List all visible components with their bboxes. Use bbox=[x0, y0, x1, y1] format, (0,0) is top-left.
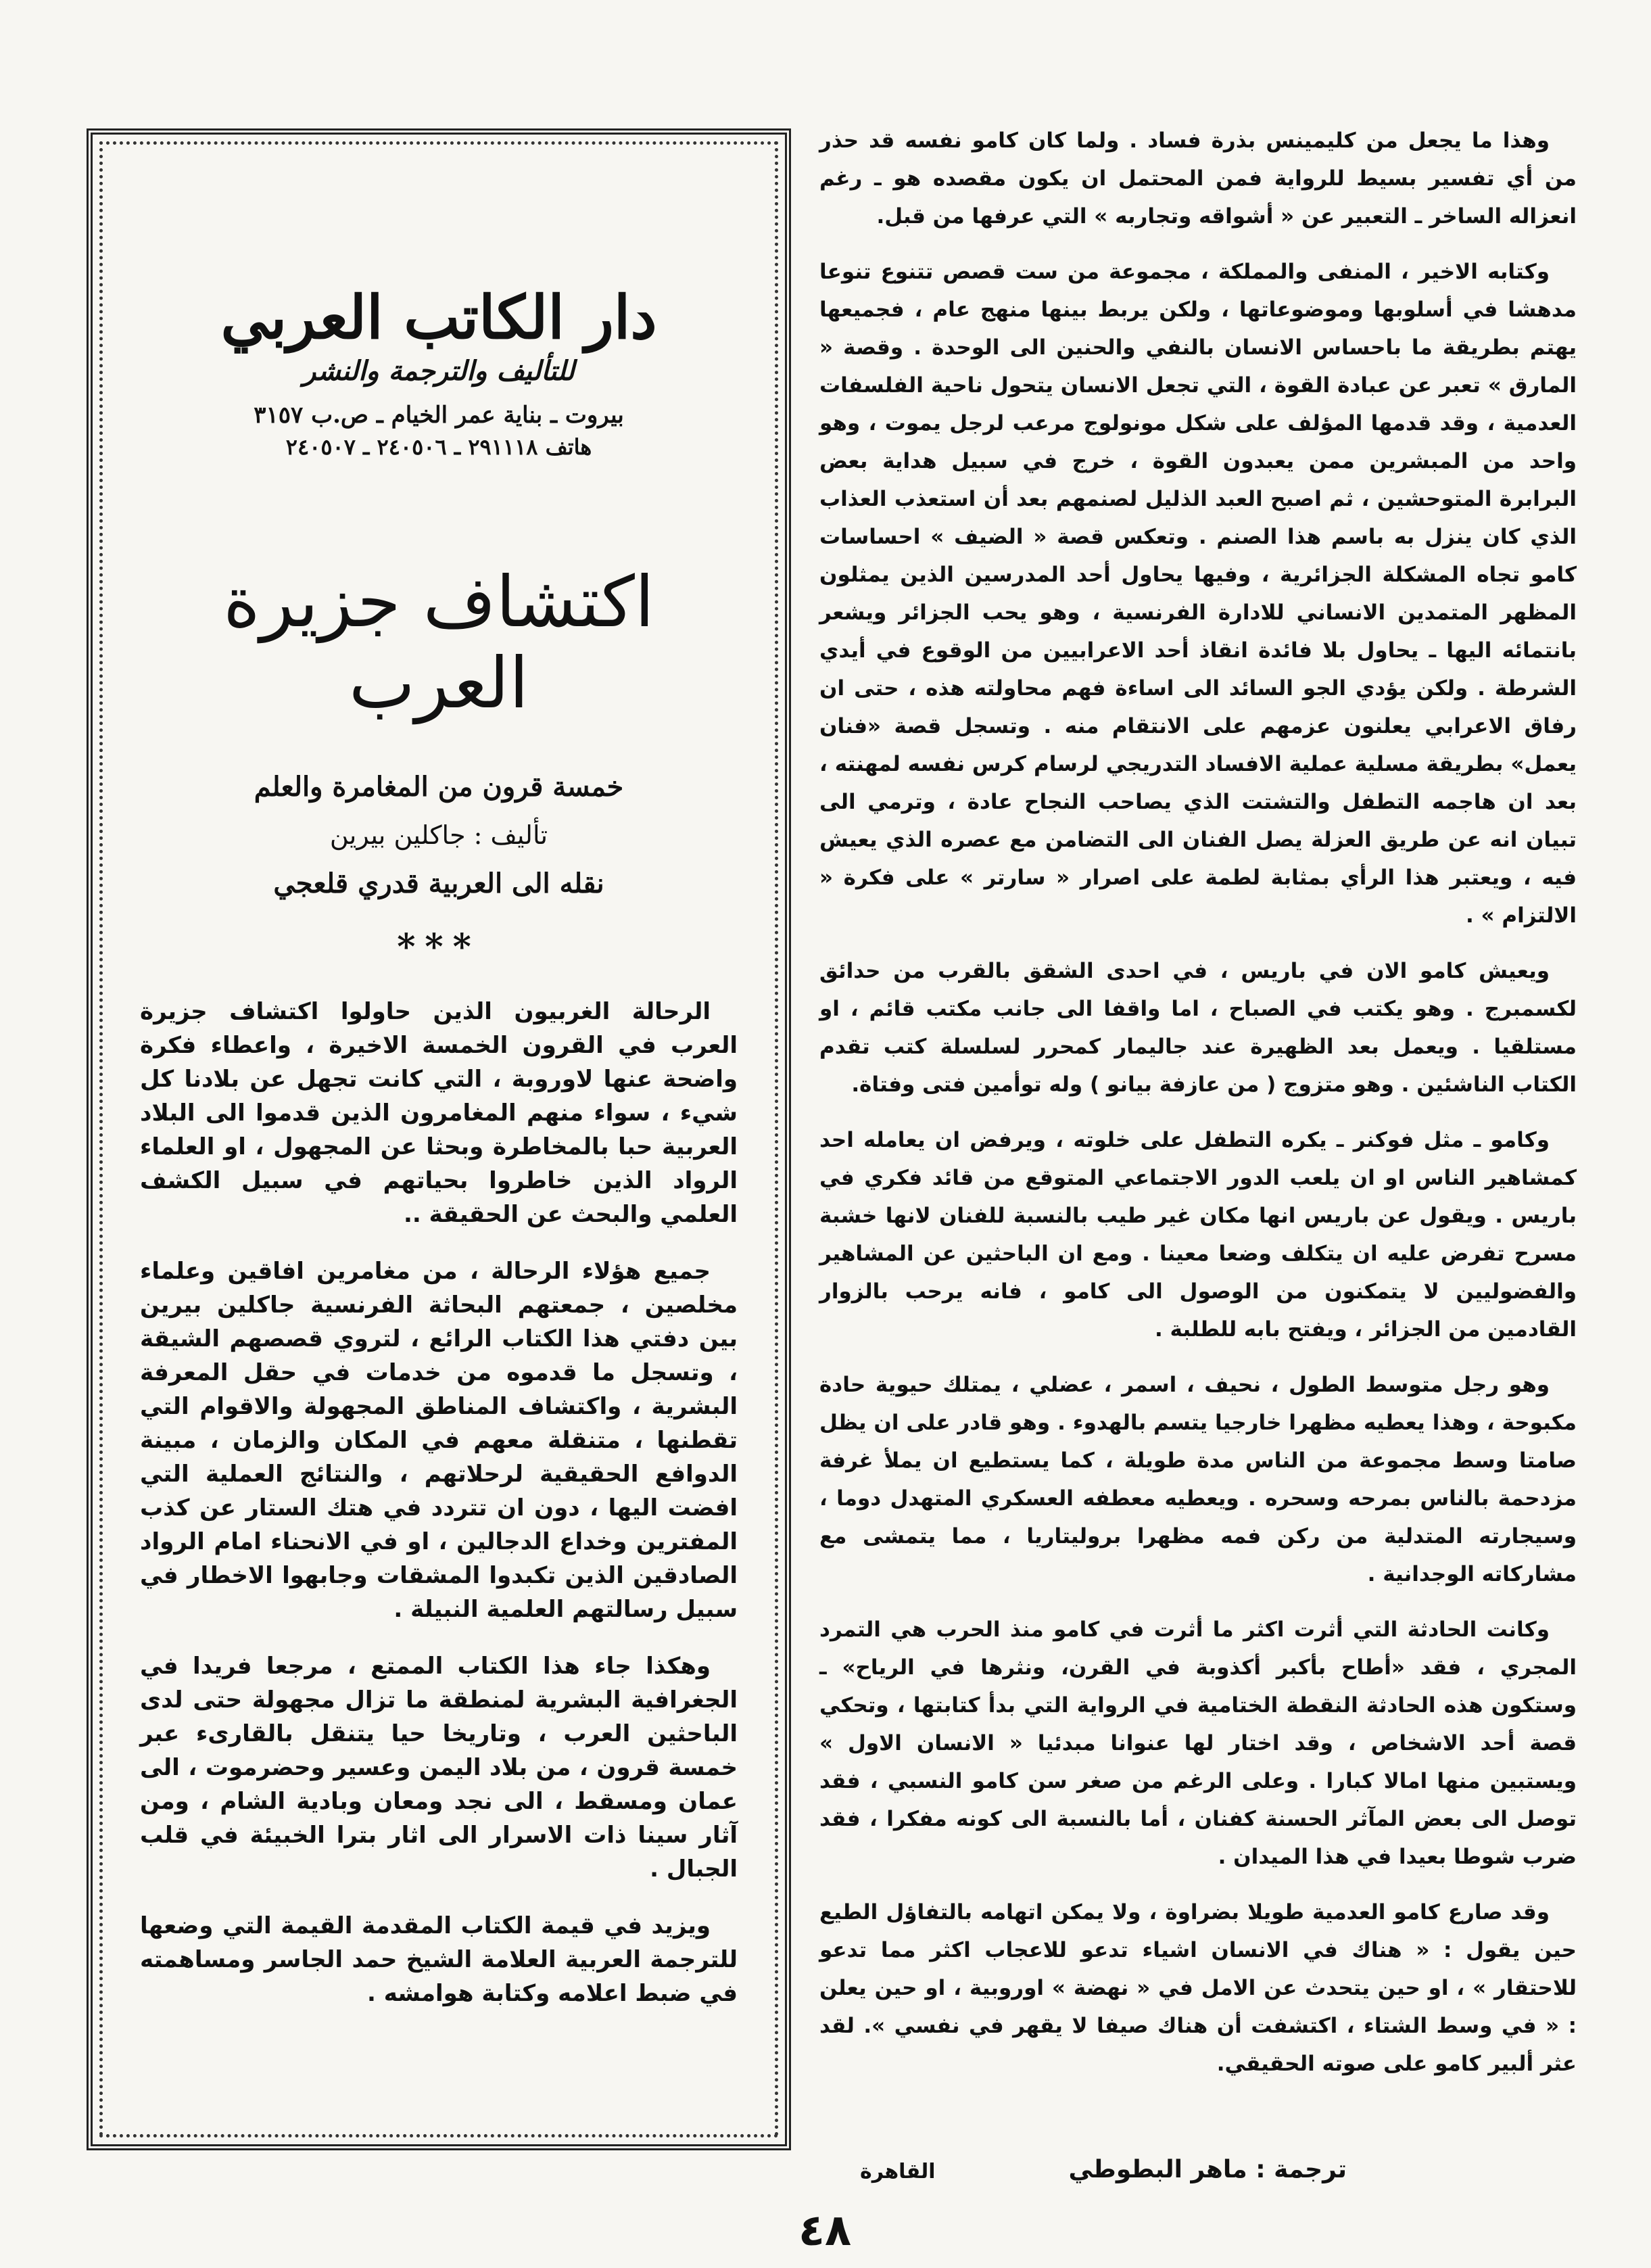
ad-paragraph: وهكذا جاء هذا الكتاب الممتع ، مرجعا فريدا في الجغرافية البشرية لمنطقة ما تزال مجهولة حتى لدى الباحثين العرب ، وتاريخا حيا يتنقل بالقارىء عبر خمسة قرون ، من بلاد اليمن وعسير وحضرموت ، الى عمان ومسقط ، الى نجد ومعان وبادية الشام ، ومن آثار سينا ذات الاسرار الى اثار بترا الخبيئة في قلب الجبال . bbox=[140, 1653, 738, 1883]
book-author: تأليف : جاكلين بيرين bbox=[329, 820, 548, 850]
article-city: القاهرة bbox=[860, 2160, 936, 2183]
publisher-address: بيروت ـ بناية عمر الخيام ـ ص.ب ٣١٥٧ bbox=[254, 402, 624, 429]
publisher-name: دار الكاتب العربي bbox=[220, 282, 657, 352]
publisher-phone: هاتف ٢٩١١١٨ ـ ٢٤٠٥٠٦ ـ ٢٤٠٥٠٧ bbox=[285, 434, 592, 460]
page-number: ٤٨ bbox=[798, 2206, 852, 2256]
book-advertisement-box bbox=[87, 128, 791, 2150]
article-paragraph: وقد صارع كامو العدمية طويلا بضراوة ، ولا يمكن اتهامه بالتفاؤل الطيع حين يقول : « هناك في الانسان اشياء تدعو للاعجاب اكثر مما تدعو للاحتقار » ، او حين يتحدث عن الامل في « نهضة » اوروبية ، او حين يعلن : « في وسط الشتاء ، اكتشفت أن هناك صيفا لا يقهر في نفسي ». لقد عثر ألبير كامو على صوته الحقيقي. bbox=[819, 1900, 1577, 2076]
article-paragraph: ويعيش كامو الان في باريس ، في احدى الشقق بالقرب من حدائق لكسمبرج . وهو يكتب في الصباح ، اما واقفا الى جانب مكتب قائم ، او مستلقيا . ويعمل بعد الظهيرة عند جاليمار كمحرر لسلسلة كتب تقدم الكتاب الناشئين . وهو متزوج ( من عازفة بيانو ) وله توأمين فتى وفتاة. bbox=[819, 959, 1577, 1097]
book-subtitle: خمسة قرون من المغامرة والعلم bbox=[254, 771, 624, 803]
ad-paragraph: جميع هؤلاء الرحالة ، من مغامرين افاقين وعلماء مخلصين ، جمعتهم البحاثة الفرنسية جاكلين بيرين بين دفتي هذا الكتاب الرائع ، لتروي قصصهم الشيقة ، وتسجل ما قدموه من خدمات في حقل المعرفة البشرية ، واكتشاف المناطق المجهولة والاقوام التي تقطنها ، متنقلة معهم في المكان والزمان ، مبينة الدوافع الحقيقية لرحلاتهم ، والنتائج العملية التي افضت اليها ، دون ان تتردد في هتك الستار عن كذب المفترين وخداع الدجالين ، او في الانحناء امام الرواد الصادقين الذين تكبدوا المشقات وجابهوا الاخطار في سبيل رسالتهم العلمية النبيلة . bbox=[140, 1258, 738, 1623]
advertisement-body bbox=[140, 995, 738, 2010]
article-paragraph: وكتابه الاخير ، المنفى والمملكة ، مجموعة من ست قصص تتنوع تنوعا مدهشا في أسلوبها وموضوعاتها ، ولكن يربط بينها منهج عام ، فجميعها يهتم بطريقة ما باحساس الانسان بالنفي والحنين الى الوحدة . وقصة « المارق » تعبر عن عبادة القوة ، التي تجعل الانسان يتحول ناحية الفلسفات العدمية ، وقد قدمها المؤلف على شكل مونولوج مرعب لرجل يموت ، وهو واحد من المبشرين ممن يعبدون القوة ، خرج في سبيل هداية بعض البرابرة المتوحشين ، ثم اصبح العبد الذليل لصنمهم بعد أن استعذب العذاب الذي كان ينزل به باسم هذا الصنم . وتعكس قصة « الضيف » احساسات كامو تجاه المشكلة الجزائرية ، وفيها يحاول أحد المدرسين الذين يمثلون المظهر المتمدين الانساني للادارة الفرنسية ، وهو يحب الجزائر ويشعر بانتمائه اليها ـ يحاول بلا فائدة انقاذ أحد الاعرابيين من الوقوع في أيدي الشرطة . ولكن يؤدي الجو السائد الى اساءة فهم محاولته هذه ، حتى ان رفاق الاعرابي يعلنون عزمهم على الانتقام منه . وتسجل قصة «فنان يعمل» بطريقة مسلية عملية الافساد التدريجي لرسام كرس نفسه لمهنته ، بعد ان هاجمه التطفل والتشتت الذي يصاحب النجاح عادة ، وترمي الى تبيان انه عن طريق العزلة يصل الفنان الى التضامن مع عصره الذي يعيش فيه ، ويعتبر هذا الرأي بمثابة لطمة على اصرار « سارتر » على فكرة « الالتزام » . bbox=[819, 260, 1577, 928]
article-signoff bbox=[819, 2156, 1577, 2203]
article-paragraph: وكامو ـ مثل فوكنر ـ يكره التطفل على خلوته ، ويرفض ان يعامله احد كمشاهير الناس او ان يلعب الدور الاجتماعي المتوقع من قائد فكري في باريس . ويقول عن باريس انها مكان غير طيب بالنسبة للفنان لانها خشبة مسرح تفرض عليه ان يتكلف وضعا معينا . ومع ان الباحثين عن المشاهير والفضوليين لا يتمكنون من الوصول الى كامو ، فانه يرحب بالزوار القادمين من الجزائر ، ويفتح بابه للطلبة . bbox=[819, 1128, 1577, 1342]
book-translator: نقله الى العربية قدري قلعجي bbox=[273, 868, 604, 899]
ad-paragraph: الرحالة الغربيون الذين حاولوا اكتشاف جزيرة العرب في القرون الخمسة الاخيرة ، واعطاء فكرة واضحة عنها لاوروبة ، التي كانت تجهل عن بلادنا كل شيء ، سواء منهم المغامرون الذين قدموا الى البلاد العربية حبا بالمخاطرة وبحثا عن المجهول ، او العلماء الرواد الذين خاطروا بحياتهم في سبيل الكشف العلمي والبحث عن الحقيقة .. bbox=[140, 998, 738, 1228]
article-paragraph: وكانت الحادثة التي أثرت اكثر ما أثرت في كامو منذ الحرب هي التمرد المجري ، فقد «أطاح بأكبر أكذوبة في القرن، ونثرها في الرياح» ـ وستكون هذه الحادثة النقطة الختامية في الرواية التي بدأ كتابتها ، وتحكي قصة أحد الاشخاص ، وقد اختار لها عنوانا مبدئيا « الانسان الاول » ويستبين منها امالا كبارا . وعلى الرغم من صغر سن كامو النسبي ، فقد توصل الى بعض المآثر الحسنة كفنان ، أما بالنسبة الى كونه مفكرا ، فقد ضرب شوطا بعيدا في هذا الميدان . bbox=[819, 1617, 1577, 1869]
article-paragraph: وهذا ما يجعل من كليمينس بذرة فساد . ولما كان كامو نفسه قد حذر من أي تفسير بسيط للرواية فمن المحتمل ان يكون مقصده هو ـ رغم انعزاله الساخر ـ التعبير عن « أشواقه وتجاربه » التي عرفها من قبل. bbox=[819, 128, 1577, 229]
publisher-tagline: للتأليف والترجمة والنشر bbox=[303, 355, 575, 387]
book-title: اكتشاف جزيرة العرب bbox=[223, 561, 654, 724]
advertisement-content bbox=[140, 182, 738, 2097]
article-paragraph: وهو رجل متوسط الطول ، نحيف ، اسمر ، عضلي ، يمتلك حيوية حادة مكبوحة ، وهذا يعطيه مظهرا خارجيا يتسم بالهدوء . وهو قادر على ان يظل صامتا وسط مجموعة من الناس مدة طويلة ، كما يستطيع ان يملأ غرفة مزدحمة بالناس بمرحه وسحره . ويعطيه معطفه العسكري المتهدل دوما ، وسيجارته المتدلية من ركن فمه مظهرا بروليتاريا ، مما يتمشى مع مشاركاته الوجدانية . bbox=[819, 1373, 1577, 1586]
article-translator: ترجمة : ماهر البطوطي bbox=[1068, 2156, 1347, 2183]
ad-paragraph: ويزيد في قيمة الكتاب المقدمة القيمة التي وضعها للترجمة العربية العلامة الشيخ حمد الجاسر ومساهمته في ضبط اعلامه وكتابة هوامشه . bbox=[140, 1912, 738, 2007]
separator-stars: *** bbox=[397, 926, 481, 968]
article-column bbox=[819, 122, 1577, 2100]
